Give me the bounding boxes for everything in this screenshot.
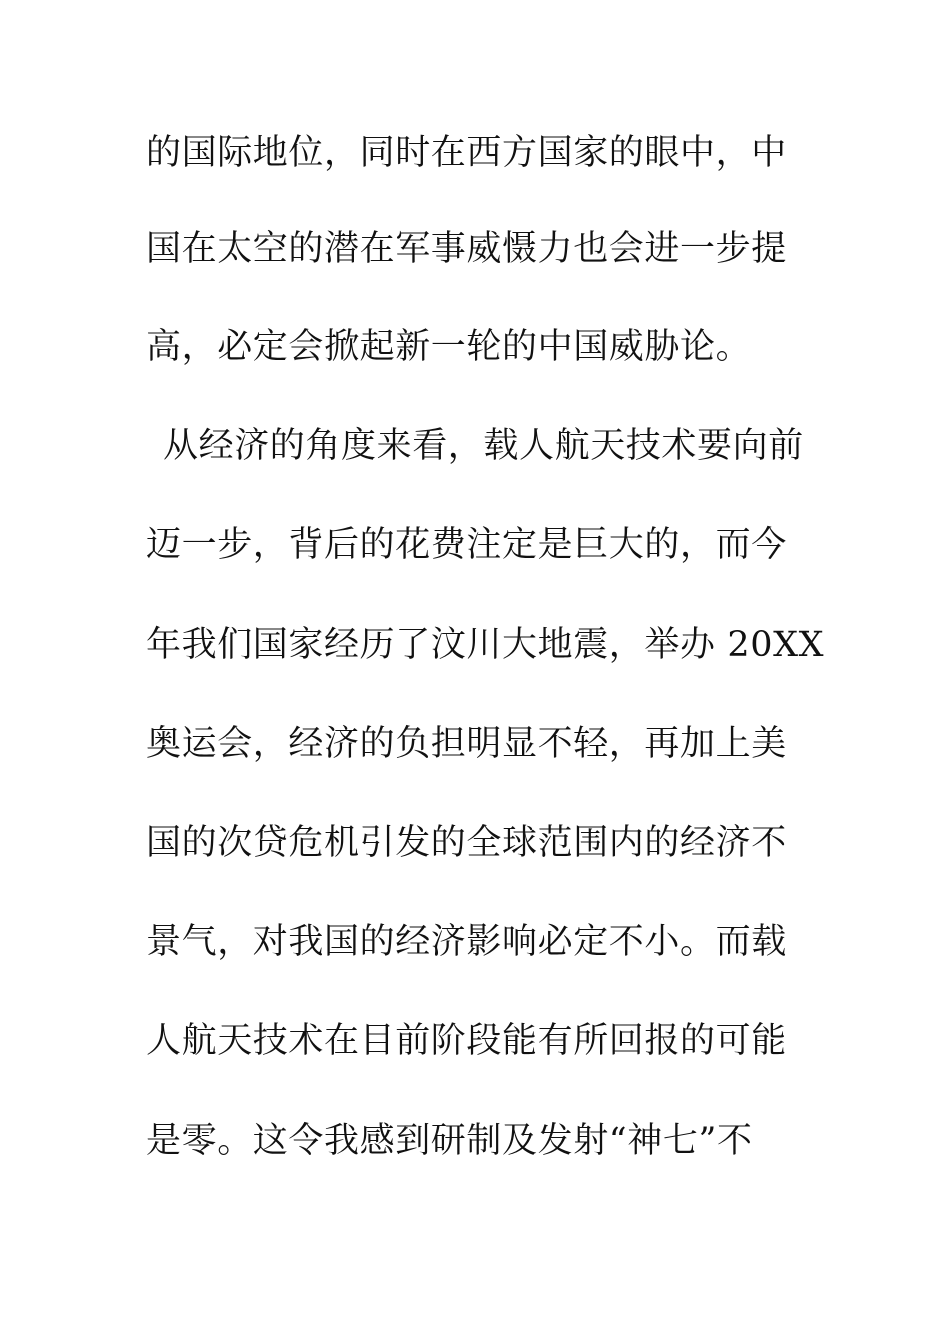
text-line-4: 从经济的角度来看，载人航天技术要向前 bbox=[163, 426, 804, 466]
text-line-6: 年我们国家经历了汶川大地震，举办 20XX bbox=[146, 625, 825, 665]
text-line-5: 迈一步，背后的花费注定是巨大的，而今 bbox=[146, 525, 787, 565]
text-line-2: 国在太空的潜在军事威慑力也会进一步提 bbox=[146, 229, 787, 269]
text-line-9: 景气，对我国的经济影响必定不小。而载 bbox=[146, 922, 787, 962]
text-line-7: 奥运会，经济的负担明显不轻，再加上美 bbox=[146, 724, 787, 764]
text-line-1: 的国际地位，同时在西方国家的眼中，中 bbox=[146, 133, 787, 173]
text-line-10: 人航天技术在目前阶段能有所回报的可能 bbox=[146, 1021, 787, 1061]
text-line-11: 是零。这令我感到研制及发射“神七”不 bbox=[146, 1121, 753, 1161]
text-line-8: 国的次贷危机引发的全球范围内的经济不 bbox=[146, 823, 787, 863]
text-line-3: 高，必定会掀起新一轮的中国威胁论。 bbox=[146, 327, 752, 367]
